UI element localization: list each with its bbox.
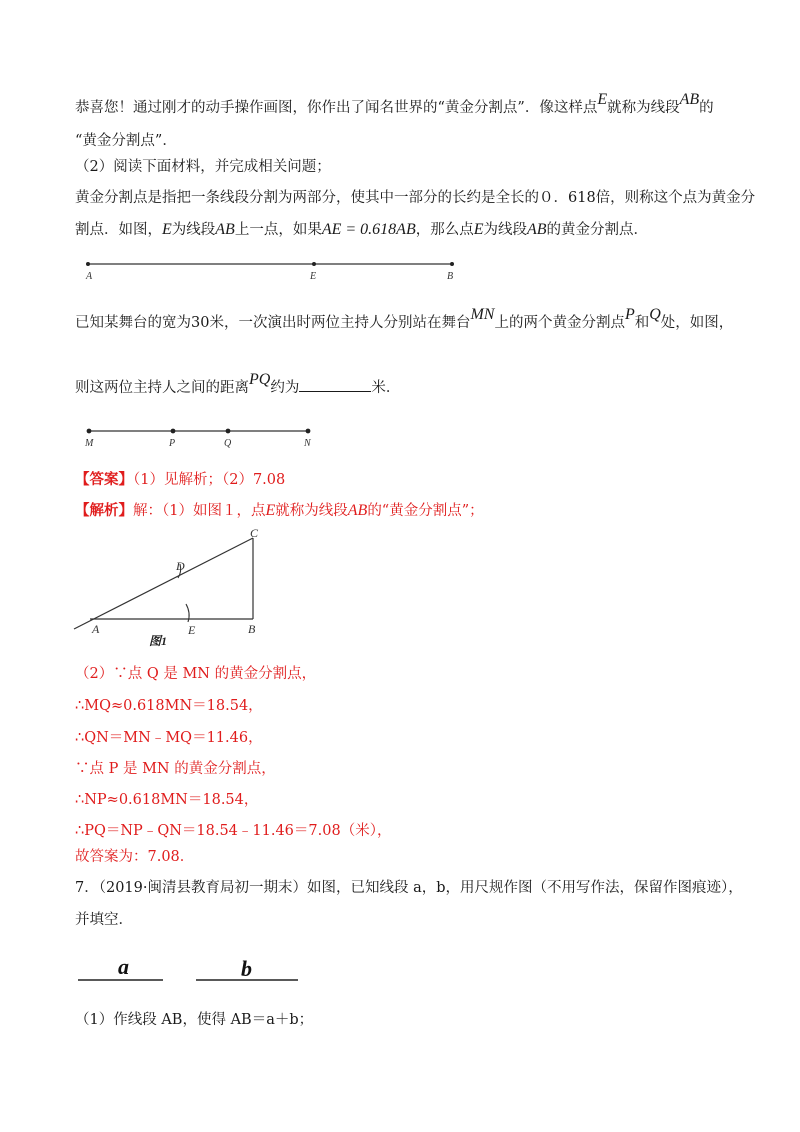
text: ，那么点 xyxy=(415,222,474,238)
text: 米． xyxy=(371,380,401,396)
label-a: A xyxy=(92,622,100,636)
question-7-part1: （1）作线段 AB，使得 AB＝a＋b； xyxy=(75,1012,314,1028)
label-m: M xyxy=(85,438,94,449)
label-d: D xyxy=(176,559,185,573)
stage-problem-line1 xyxy=(75,306,734,333)
text: 已知某舞台的宽为30米，一次演出时两位主持人分别站在舞台 xyxy=(75,315,471,331)
question-7-line1: 7．（2019·闽清县教育局初一期末）如图，已知线段 a，b，用尺规作图（不用写作法，保留作图痕迹）， xyxy=(75,880,743,896)
text: 的 xyxy=(699,100,714,116)
question-7-line2: 并填空． xyxy=(75,912,133,928)
math-var-q: Q xyxy=(649,306,661,323)
solution-line-5: ∴NP≈0.618MN＝18.54， xyxy=(75,792,259,808)
math-var-ab: AB xyxy=(679,91,700,108)
label-p: P xyxy=(169,438,176,449)
stage-problem-line2 xyxy=(75,371,401,398)
solution-line-2: ∴MQ≈0.618MN＝18.54， xyxy=(75,698,263,714)
figure-caption: 图1 xyxy=(149,634,168,648)
para-intro-line1 xyxy=(75,91,714,118)
label-a: A xyxy=(86,271,93,282)
text: 上的两个黄金分割点 xyxy=(494,315,625,331)
text: 约为 xyxy=(270,380,300,396)
segments-a-b-figure xyxy=(78,950,318,995)
solution-line-1: （2）∵点 Q 是 MN 的黄金分割点， xyxy=(75,666,317,682)
solution-line-4: ∵点 P 是 MN 的黄金分割点， xyxy=(75,761,276,777)
label-q: Q xyxy=(224,438,232,449)
math-var-ab: AB xyxy=(347,502,368,519)
label-c: C xyxy=(250,526,259,540)
text: 则这两位主持人之间的距离 xyxy=(75,380,249,396)
material-line2 xyxy=(75,220,648,240)
solution-line-3: ∴QN＝MN﹣MQ＝11.46， xyxy=(75,730,263,746)
text: 割点．如图， xyxy=(75,222,162,238)
text: 就称为线段 xyxy=(607,100,680,116)
text: 处，如图， xyxy=(660,315,734,331)
answer-tag: 【答案】 xyxy=(75,471,133,488)
math-var-mn: MN xyxy=(470,306,495,323)
math-var-ab: AB xyxy=(215,221,235,238)
text: 解：（1）如图１，点 xyxy=(133,503,266,519)
math-var-pq: PQ xyxy=(249,371,271,388)
answer-line xyxy=(75,470,285,490)
text: 恭喜您！通过刚才的动手操作画图，你作出了闻名世界的“黄金分割点”．像这样点 xyxy=(75,100,598,116)
analysis-line xyxy=(75,501,484,521)
label-segment-a: a xyxy=(118,954,129,979)
math-equation: AE = 0.618AB xyxy=(321,221,416,238)
solution-line-6: ∴PQ＝NP﹣QN＝18.54﹣11.46＝7.08（米）， xyxy=(75,823,392,839)
math-var-e: E xyxy=(473,221,484,238)
label-n: N xyxy=(304,438,311,449)
subquestion-2-label: （2）阅读下面材料，并完成相关问题； xyxy=(75,159,331,175)
segment-mpqn-figure xyxy=(80,422,330,452)
math-var-p: P xyxy=(624,306,635,323)
material-line1: 黄金分割点是指把一条线段分割为两部分，使其中一部分的长约是全长的０．618倍，则称这个点为黄金分 xyxy=(75,190,756,206)
para-intro-line2: “黄金分割点”． xyxy=(75,133,177,149)
text: 就称为线段 xyxy=(275,503,348,519)
answer-blank xyxy=(299,377,371,392)
solution-line-7: 故答案为：7.08． xyxy=(75,849,195,865)
label-e: E xyxy=(310,271,317,282)
text: 上一点，如果 xyxy=(234,222,322,238)
label-b: B xyxy=(447,271,454,282)
math-var-e: E xyxy=(597,91,608,108)
text: 为线段 xyxy=(171,222,216,238)
label-b: B xyxy=(248,622,256,636)
math-var-e: E xyxy=(162,221,172,238)
analysis-tag: 【解析】 xyxy=(75,502,133,519)
text: 为线段 xyxy=(483,222,527,238)
math-var-e: E xyxy=(265,502,276,519)
text: 和 xyxy=(634,315,650,331)
figure-1-triangle xyxy=(70,528,270,648)
text: 的黄金分割点． xyxy=(546,222,649,238)
label-segment-b: b xyxy=(241,956,252,981)
label-e: E xyxy=(188,623,196,637)
answer-text: （1）见解析；（2）7.08 xyxy=(133,472,286,488)
math-var-ab: AB xyxy=(527,221,547,238)
segment-aeb-figure xyxy=(80,255,470,285)
text: 的“黄金分割点”； xyxy=(367,503,484,519)
